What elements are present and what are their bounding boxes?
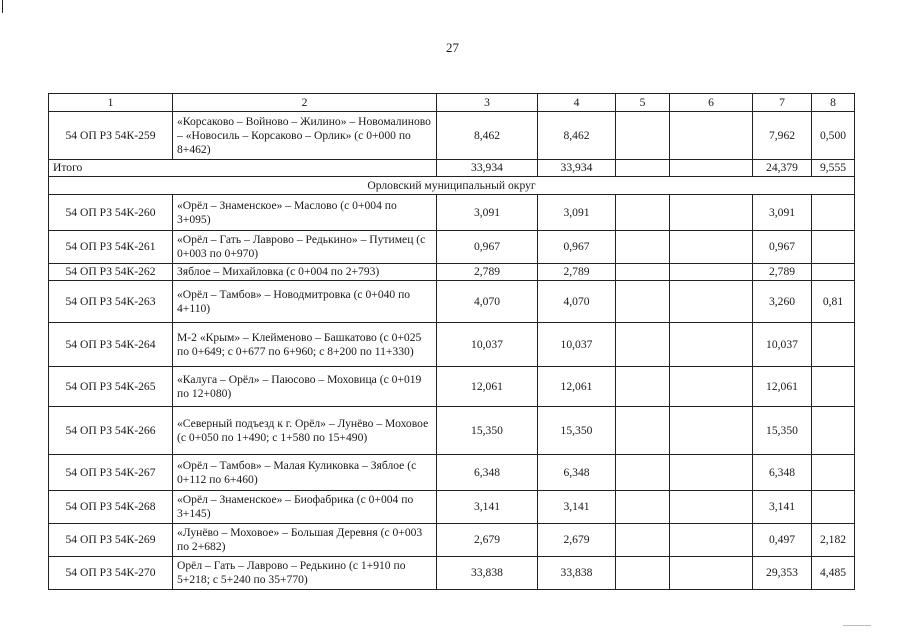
table-body <box>49 94 855 590</box>
road-name-cell: «Орёл – Тамбов» – Малая Куликовка – Зяблое (с 0+112 по 6+460) <box>173 455 437 491</box>
length-cell: 0,497 <box>753 524 812 557</box>
empty-cell <box>670 112 753 160</box>
length-cell: 15,350 <box>437 407 538 455</box>
length-cell: 3,260 <box>753 281 812 323</box>
length-cell <box>812 231 855 264</box>
road-name-cell: «Орёл – Гать – Лаврово – Редькино» – Путимец (с 0+003 по 0+970) <box>173 231 437 264</box>
total-row <box>49 160 855 177</box>
road-id-cell: 54 ОП РЗ 54К-265 <box>49 367 173 407</box>
length-cell: 8,462 <box>437 112 538 160</box>
length-cell: 12,061 <box>538 367 616 407</box>
length-cell <box>812 264 855 281</box>
table-header-row <box>49 94 855 112</box>
length-cell: 3,091 <box>538 195 616 231</box>
total-value: 24,379 <box>753 160 812 177</box>
length-cell: 0,500 <box>812 112 855 160</box>
section-title: Орловский муниципальный округ <box>49 177 855 195</box>
table-row <box>49 264 855 281</box>
length-cell: 3,091 <box>753 195 812 231</box>
column-header: 2 <box>173 94 437 112</box>
column-header: 8 <box>812 94 855 112</box>
length-cell: 2,679 <box>437 524 538 557</box>
road-id-cell: 54 ОП РЗ 54К-261 <box>49 231 173 264</box>
empty-cell <box>670 323 753 367</box>
table-row <box>49 231 855 264</box>
length-cell: 6,348 <box>753 455 812 491</box>
road-id-cell: 54 ОП РЗ 54К-260 <box>49 195 173 231</box>
length-cell: 0,81 <box>812 281 855 323</box>
road-id-cell: 54 ОП РЗ 54К-267 <box>49 455 173 491</box>
empty-cell <box>670 264 753 281</box>
road-name-cell: «Лунёво – Моховое» – Большая Деревня (с 0+003 по 2+682) <box>173 524 437 557</box>
road-id-cell: 54 ОП РЗ 54К-259 <box>49 112 173 160</box>
length-cell: 2,789 <box>753 264 812 281</box>
length-cell: 10,037 <box>538 323 616 367</box>
length-cell: 4,070 <box>437 281 538 323</box>
column-header: 1 <box>49 94 173 112</box>
table-row <box>49 112 855 160</box>
total-value: 33,934 <box>437 160 538 177</box>
table-row <box>49 557 855 590</box>
length-cell: 3,141 <box>538 491 616 524</box>
length-cell: 0,967 <box>538 231 616 264</box>
empty-cell <box>670 407 753 455</box>
empty-cell <box>616 557 670 590</box>
road-id-cell: 54 ОП РЗ 54К-263 <box>49 281 173 323</box>
length-cell <box>812 195 855 231</box>
column-header: 7 <box>753 94 812 112</box>
length-cell: 2,789 <box>437 264 538 281</box>
road-id-cell: 54 ОП РЗ 54К-270 <box>49 557 173 590</box>
length-cell: 33,838 <box>538 557 616 590</box>
length-cell: 3,141 <box>437 491 538 524</box>
length-cell: 0,967 <box>753 231 812 264</box>
road-id-cell: 54 ОП РЗ 54К-266 <box>49 407 173 455</box>
length-cell: 3,091 <box>437 195 538 231</box>
road-name-cell: «Калуга – Орёл» – Паюсово – Моховица (с 0+019 по 12+080) <box>173 367 437 407</box>
length-cell: 15,350 <box>538 407 616 455</box>
road-name-cell: «Орёл – Тамбов» – Новодмитровка (с 0+040 по 4+110) <box>173 281 437 323</box>
empty-cell <box>670 367 753 407</box>
empty-cell <box>616 407 670 455</box>
section-row <box>49 177 855 195</box>
length-cell <box>812 407 855 455</box>
empty-cell <box>616 112 670 160</box>
empty-cell <box>616 264 670 281</box>
road-name-cell: Орёл – Гать – Лаврово – Редькино (с 1+910 по 5+218; с 5+240 по 35+770) <box>173 557 437 590</box>
length-cell: 4,485 <box>812 557 855 590</box>
length-cell: 33,838 <box>437 557 538 590</box>
length-cell: 12,061 <box>753 367 812 407</box>
length-cell: 7,962 <box>753 112 812 160</box>
road-id-cell: 54 ОП РЗ 54К-264 <box>49 323 173 367</box>
length-cell: 6,348 <box>437 455 538 491</box>
table-row <box>49 491 855 524</box>
total-value: 9,555 <box>812 160 855 177</box>
empty-cell <box>616 195 670 231</box>
length-cell: 10,037 <box>437 323 538 367</box>
empty-cell <box>670 231 753 264</box>
length-cell: 15,350 <box>753 407 812 455</box>
length-cell: 2,789 <box>538 264 616 281</box>
empty-cell <box>670 491 753 524</box>
empty-cell <box>616 367 670 407</box>
table-row <box>49 281 855 323</box>
road-name-cell: «Северный подъезд к г. Орёл» – Лунёво – Моховое (с 0+050 по 1+490; с 1+580 по 15+490) <box>173 407 437 455</box>
column-header: 3 <box>437 94 538 112</box>
page-number: 27 <box>446 40 459 55</box>
table-row <box>49 195 855 231</box>
empty-cell <box>616 281 670 323</box>
column-header: 5 <box>616 94 670 112</box>
length-cell <box>812 367 855 407</box>
road-name-cell: «Орёл – Знаменское» – Биофабрика (с 0+004 по 3+145) <box>173 491 437 524</box>
empty-cell <box>670 281 753 323</box>
scan-edge-mark <box>2 0 3 13</box>
empty-cell <box>616 491 670 524</box>
table-row <box>49 407 855 455</box>
table-row <box>49 323 855 367</box>
empty-cell <box>616 524 670 557</box>
column-header: 4 <box>538 94 616 112</box>
empty-cell <box>670 524 753 557</box>
table-row <box>49 524 855 557</box>
total-value: 33,934 <box>538 160 616 177</box>
empty-cell <box>670 557 753 590</box>
length-cell: 2,679 <box>538 524 616 557</box>
empty-cell <box>616 455 670 491</box>
length-cell: 29,353 <box>753 557 812 590</box>
road-name-cell: «Орёл – Знаменское» – Маслово (с 0+004 по 3+095) <box>173 195 437 231</box>
total-label: Итого <box>49 160 437 177</box>
length-cell <box>812 491 855 524</box>
length-cell: 4,070 <box>538 281 616 323</box>
empty-cell <box>616 231 670 264</box>
table-row <box>49 455 855 491</box>
length-cell: 3,141 <box>753 491 812 524</box>
length-cell <box>812 455 855 491</box>
road-id-cell: 54 ОП РЗ 54К-262 <box>49 264 173 281</box>
table-row <box>49 367 855 407</box>
empty-cell <box>670 455 753 491</box>
empty-cell <box>670 195 753 231</box>
road-name-cell: Зяблое – Михайловка (с 0+004 по 2+793) <box>173 264 437 281</box>
length-cell <box>812 323 855 367</box>
total-value <box>616 160 670 177</box>
length-cell: 0,967 <box>437 231 538 264</box>
length-cell: 2,182 <box>812 524 855 557</box>
total-value <box>670 160 753 177</box>
road-name-cell: М-2 «Крым» – Клейменово – Башкатово (с 0+025 по 0+649; с 0+677 по 6+960; с 8+200 по 11+330) <box>173 323 437 367</box>
column-header: 6 <box>670 94 753 112</box>
length-cell: 12,061 <box>437 367 538 407</box>
road-id-cell: 54 ОП РЗ 54К-268 <box>49 491 173 524</box>
road-name-cell: «Корсаково – Войново – Жилино» – Новомалиново – «Новосиль – Корсаково – Орлик» (с 0+000 по 8+462) <box>173 112 437 160</box>
road-id-cell: 54 ОП РЗ 54К-269 <box>49 524 173 557</box>
length-cell: 8,462 <box>538 112 616 160</box>
length-cell: 6,348 <box>538 455 616 491</box>
length-cell: 10,037 <box>753 323 812 367</box>
scan-dash-mark <box>843 625 871 626</box>
road-registry-table <box>48 93 855 590</box>
empty-cell <box>616 323 670 367</box>
